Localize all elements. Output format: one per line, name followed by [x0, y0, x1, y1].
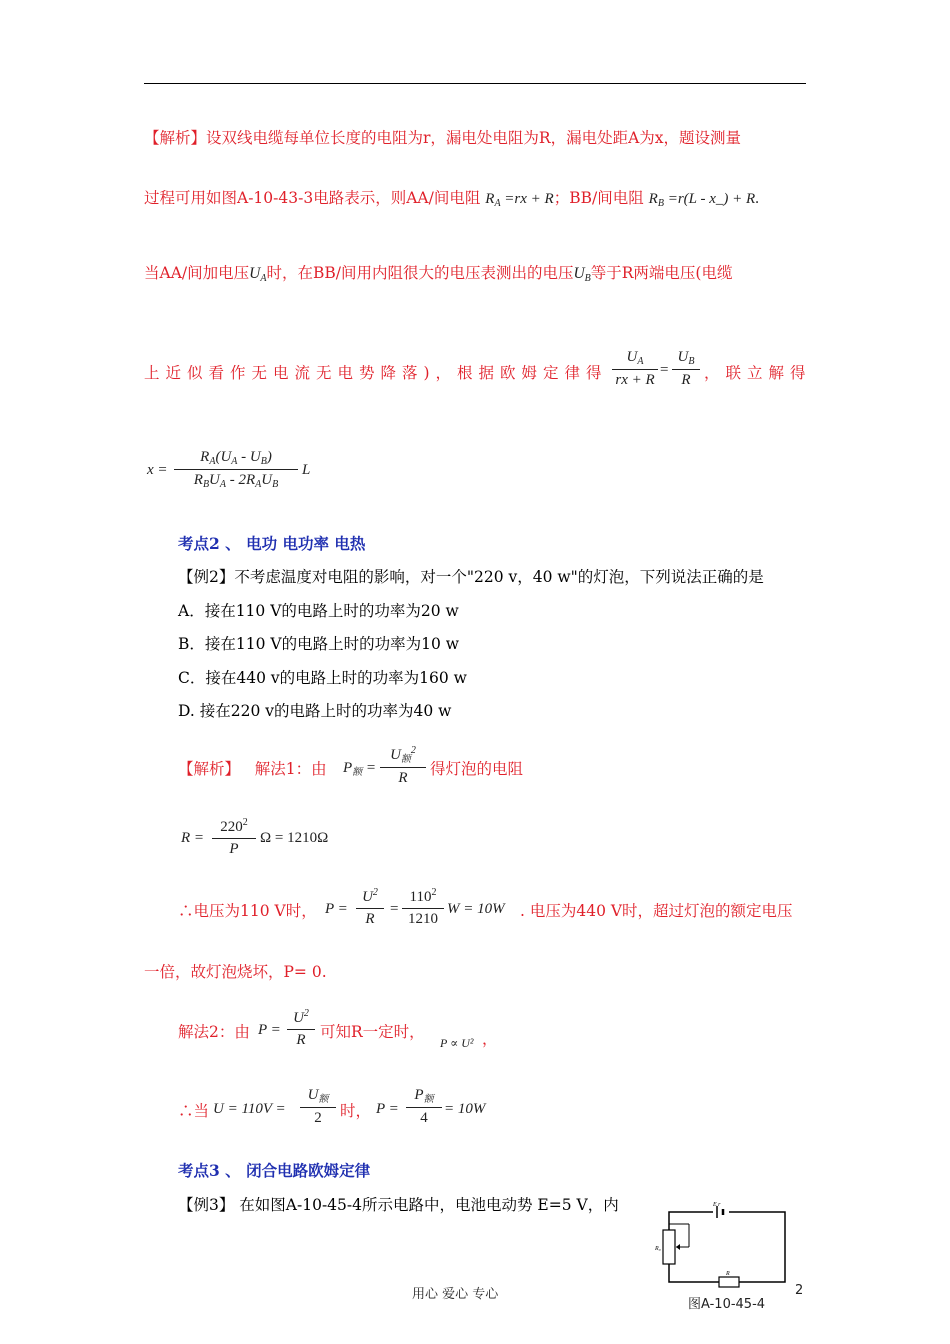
- x-tail: L: [302, 462, 311, 478]
- analysis2-line3b: . 电压为440 V时，超过灯泡的额定电压: [520, 902, 793, 920]
- ex2-option-c: C．接在440 v的电路上时的功率为160 w: [178, 669, 467, 687]
- analysis2-method2: 解法2：由: [178, 1023, 250, 1041]
- l6-pfrac: $P_额$ 4: [406, 1087, 442, 1127]
- ohm-frac-left: $U_A$ rx + R: [612, 349, 658, 389]
- page-number: 2: [795, 1283, 804, 1298]
- ex3-stem: 【例3】 在如图A-10-45-4所示电路中，电池电动势 E=5 V，内: [178, 1196, 619, 1214]
- kp2-heading: 考点2 、 电功 电功率 电热: [178, 534, 366, 553]
- r-lhs: R =: [181, 830, 205, 846]
- x-fraction: $R_A(U_A - U_B)$ $R_BU_A - 2R_AU_B$: [174, 449, 298, 490]
- p-rated-frac: $U_额^2$ R: [380, 745, 426, 787]
- m2-comma: ，: [482, 1030, 498, 1048]
- p-lhs: P =: [325, 901, 348, 917]
- x-lhs: x =: [147, 462, 168, 478]
- ex2-option-d: D. 接在220 v的电路上时的功率为40 w: [178, 702, 452, 720]
- l6-u: U = 110V =: [213, 1101, 286, 1117]
- analysis2-line4: 一倍，故灯泡烧坏，P= 0.: [144, 963, 327, 981]
- l6-frac: $U_额$ 2: [300, 1087, 336, 1127]
- l6-tail: = 10W: [444, 1101, 486, 1117]
- analysis1-line1: 【解析】设双线电缆每单位长度的电阻为r，漏电处电阻为R，漏电处距A为x，题设测量: [144, 129, 742, 147]
- footer-slogan: 用心 爱心 专心: [412, 1287, 499, 1302]
- analysis1-line4b: ，联立解得: [704, 364, 812, 382]
- analysis1-line2: 过程可用如图A-10-43-3电路表示，则AA/间电阻 $R_A =rx + R$；BB/间电阻 $R_B =r(L$ - x_) + R.: [144, 189, 760, 209]
- r-frac: $220^2$ P: [212, 817, 256, 858]
- circuit-diagram: [655, 1200, 795, 1290]
- analysis2-method1b: 得灯泡的电阻: [430, 760, 524, 778]
- ex2-option-b: B．接在110 V的电路上时的功率为10 w: [178, 635, 460, 653]
- analysis2-method2b: 可知R一定时，: [320, 1023, 425, 1041]
- l6-p: P =: [376, 1101, 399, 1117]
- label-er: E r: [713, 1202, 721, 1208]
- m2-proportional: P ∝ U²: [440, 1036, 474, 1050]
- analysis1-line3: 当AA/间加电压$U_A$时，在BB/间用内阻很大的电压表测出的电压$U_B$等于R两端电压(电缆: [144, 264, 733, 284]
- ex2-option-a: A．接在110 V的电路上时的功率为20 w: [178, 602, 459, 620]
- p-eq: =: [390, 901, 399, 917]
- p-tail: W = 10W: [447, 901, 505, 917]
- ohm-frac-right: $U_B$ R: [672, 349, 700, 389]
- header-rule: [144, 83, 806, 84]
- label-r0: R₀: [655, 1246, 661, 1252]
- analysis1-line4a: 上近似看作无电流无电势降落)，根据欧姆定律得: [144, 364, 608, 382]
- analysis2-line3a: ∴电压为110 V时，: [178, 902, 317, 920]
- p-rated-lhs: $P_额$ =: [343, 760, 377, 778]
- analysis2-method1: 【解析】 解法1：由: [178, 760, 327, 778]
- m2-lhs: P =: [258, 1022, 281, 1038]
- ex2-stem: 【例2】不考虑温度对电阻的影响，对一个"220 v，40 w"的灯泡，下列说法正确的是: [178, 568, 764, 586]
- figure-caption: 图A-10-45-4: [688, 1297, 766, 1312]
- ohm-eq: =: [660, 362, 669, 378]
- label-r: R: [726, 1271, 730, 1277]
- m2-frac: $U^2$ R: [287, 1008, 315, 1049]
- p-frac1: $U^2$ R: [356, 887, 384, 928]
- analysis2-line6a: ∴当: [178, 1102, 210, 1120]
- r-tail: Ω = 1210Ω: [260, 830, 329, 846]
- p-frac2: $110^2$ 1210: [402, 887, 444, 928]
- kp3-heading: 考点3 、 闭合电路欧姆定律: [178, 1161, 371, 1180]
- analysis2-line6b: 时，: [340, 1102, 372, 1120]
